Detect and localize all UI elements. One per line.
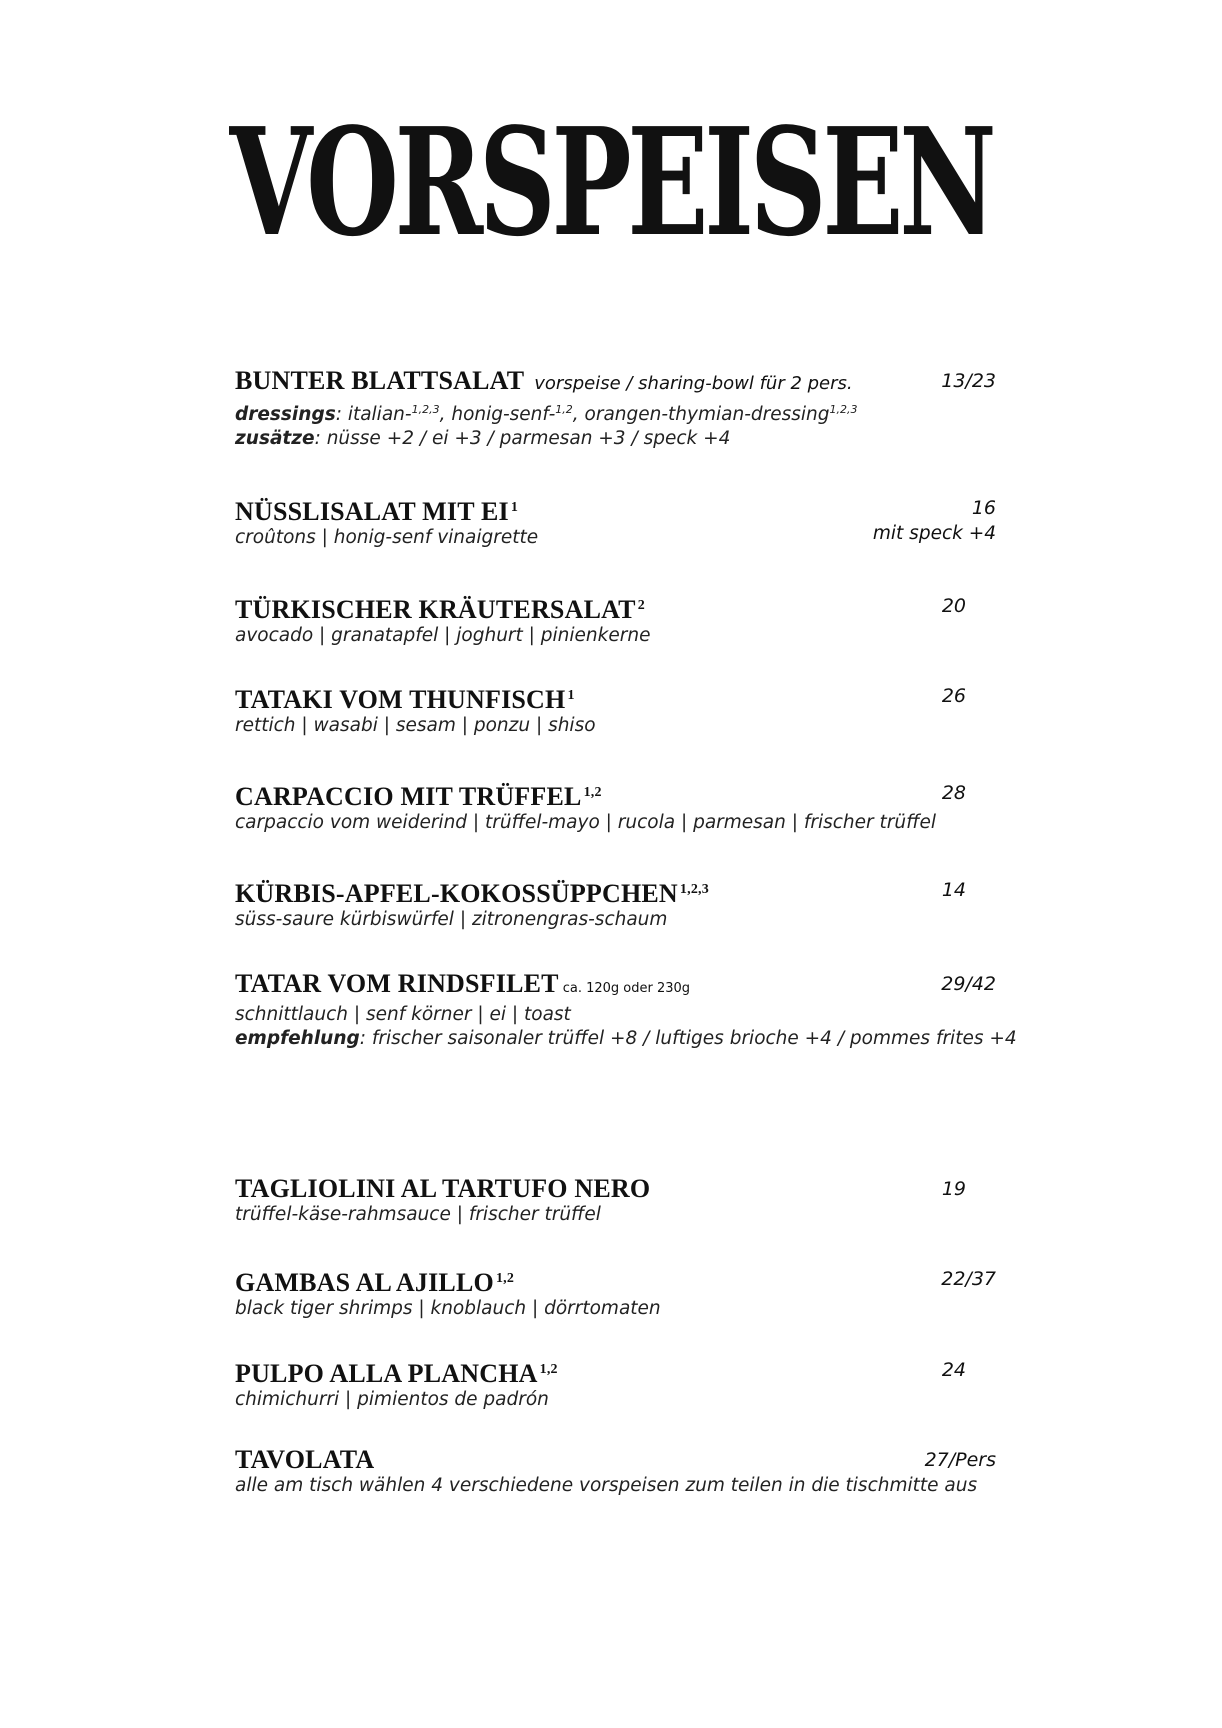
item-price: 27/Pers [924, 1449, 996, 1471]
item-name-row [235, 1265, 995, 1297]
extras-text: : nüsse +2 / ei +3 / parmesan +3 / speck +4 [314, 428, 731, 449]
item-name: TÜRKISCHER KRÄUTERSALAT [235, 595, 636, 624]
dressings-label: dressings [235, 404, 336, 425]
allergen-sup: 2 [637, 598, 645, 613]
item-description: süss-saure kürbiswürfel | zitronengras-schaum [235, 909, 668, 930]
item-description: alle am tisch wählen 4 verschiedene vorspeisen zum teilen in die tischmitte aus [235, 1475, 978, 1496]
allergen-sup: 1,2,3 [411, 403, 440, 416]
item-name-row [235, 592, 995, 624]
item-description: carpaccio vom weiderind | trüffel-mayo | rucola | parmesan | frischer trüffel [235, 812, 936, 833]
item-price: 13/23 [941, 370, 996, 392]
item-description: avocado | granatapfel | joghurt | pinienkerne [235, 625, 651, 646]
menu-item-tagliolini [235, 1175, 995, 1227]
menu-item-pulpo-alla-plancha [235, 1356, 995, 1412]
allergen-sup: 1,2 [555, 403, 573, 416]
item-price: 26 [941, 685, 966, 707]
item-name-row [235, 779, 995, 811]
recommendation-text: : frischer saisonaler trüffel +8 / luftiges brioche +4 / pommes frites +4 [359, 1028, 1017, 1049]
item-name: CARPACCIO MIT TRÜFFEL [235, 782, 582, 811]
menu-item-carpaccio [235, 779, 995, 835]
item-name: TAVOLATA [235, 1445, 375, 1474]
allergen-sup: 1,2 [583, 785, 602, 800]
item-name-row [235, 682, 995, 714]
item-note: ca. 120g oder 230g [562, 981, 691, 996]
menu-item-kuerbis-apfel-kokossueppchen [235, 876, 995, 932]
menu-item-tavolata [235, 1446, 995, 1498]
item-name-row [235, 1446, 995, 1474]
item-name: PULPO ALLA PLANCHA [235, 1359, 538, 1388]
item-description: croûtons | honig-senf vinaigrette [235, 527, 539, 548]
item-name: TATAR VOM RINDSFILET [235, 969, 559, 998]
allergen-sup: 1,2 [539, 1362, 558, 1377]
item-description: trüffel-käse-rahmsauce | frischer trüffel [235, 1204, 601, 1225]
item-dressings [235, 398, 995, 427]
item-price: 28 [941, 782, 966, 804]
item-price: 14 [941, 879, 966, 901]
item-name: TATAKI VOM THUNFISCH [235, 685, 566, 714]
allergen-sup: 1 [510, 500, 519, 515]
item-name: BUNTER BLATTSALAT [235, 366, 525, 395]
item-price: 20 [941, 595, 966, 617]
item-name: NÜSSLISALAT MIT EI [235, 497, 509, 526]
menu-item-tatar-vom-rindsfilet [235, 969, 1017, 1051]
item-name-row [235, 1175, 995, 1203]
menu-item-tuerkischer-kraeutersalat [235, 592, 995, 648]
item-price: 29/42 [941, 973, 996, 995]
item-price: 19 [941, 1178, 966, 1200]
allergen-sup: 1,2,3 [829, 403, 858, 416]
item-description: schnittlauch | senf körner | ei | toast [235, 1004, 571, 1025]
item-name-row [235, 970, 995, 1003]
item-price: 24 [941, 1359, 966, 1381]
menu-item-tataki [235, 682, 995, 738]
allergen-sup: 1,2,3 [679, 882, 709, 897]
item-price: 22/37 [941, 1268, 996, 1290]
item-name-row [235, 367, 995, 398]
item-name: TAGLIOLINI AL TARTUFO NERO [235, 1174, 651, 1203]
item-note: vorspeise / sharing-bowl für 2 pers. [534, 373, 853, 394]
dressing-italian: : italian- [335, 404, 412, 425]
allergen-sup: 1 [567, 688, 575, 703]
item-name-row [235, 1356, 995, 1388]
item-name-row [235, 876, 995, 908]
item-recommendation [235, 1027, 1017, 1051]
menu-item-gambas-al-ajillo [235, 1265, 995, 1321]
item-description: rettich | wasabi | sesam | ponzu | shiso [235, 715, 596, 736]
dressing-orangen-thymian: , orangen-thymian-dressing [572, 404, 830, 425]
item-extra: mit speck +4 [872, 523, 996, 544]
allergen-sup: 1,2 [495, 1271, 515, 1286]
item-name: KÜRBIS-APFEL-KOKOSSÜPPCHEN [235, 879, 678, 908]
extras-label: zusätze [235, 428, 315, 449]
page-title: VORSPEISEN [229, 95, 993, 269]
item-description: chimichurri | pimientos de padrón [235, 1389, 549, 1410]
item-description: black tiger shrimps | knoblauch | dörrtomaten [235, 1298, 661, 1319]
recommendation-label: empfehlung [235, 1028, 360, 1049]
dressing-honig-senf: , honig-senf- [439, 404, 556, 425]
menu-item-bunter-blattsalat [235, 367, 995, 451]
item-name: GAMBAS AL AJILLO [235, 1268, 494, 1297]
item-price: 16 [971, 497, 996, 519]
item-extras [235, 427, 995, 451]
